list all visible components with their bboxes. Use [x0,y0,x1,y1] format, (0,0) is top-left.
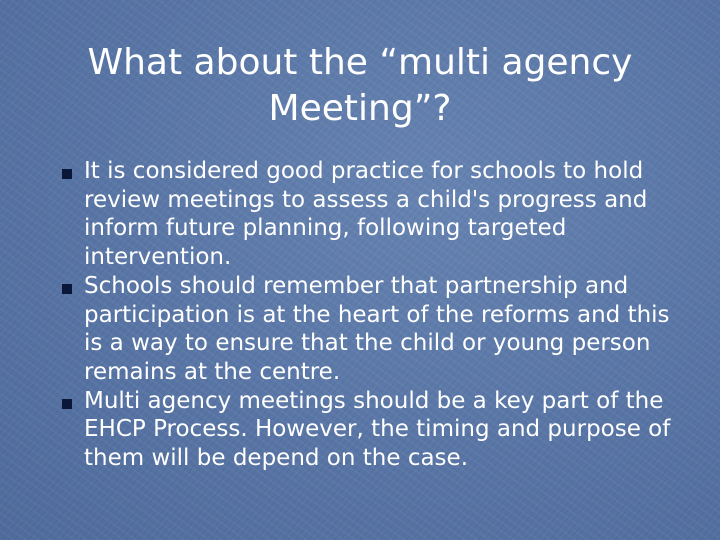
bullet-text: Multi agency meetings should be a key part of the EHCP Process. However, the timing and purpose of them will be depend on the case. [84,387,671,472]
slide-title-line-1: What about the “multi agency [87,42,633,83]
bullet-text: It is considered good practice for schools to hold review meetings to assess a child's progress and inform future planning, following targeted intervention. [84,158,648,271]
bullet-list [62,157,682,473]
bullet-item [62,157,682,272]
bullet-item [62,272,682,387]
square-bullet-icon [62,284,72,294]
bullet-item [62,387,682,473]
square-bullet-icon [62,399,72,409]
bullet-text: Schools should remember that partnership and participation is at the heart of the reforms and this is a way to ensure that the child or young person remains at the centre. [84,272,670,385]
slide-title-line-2: Meeting”? [268,88,452,129]
slide-title [60,40,660,132]
square-bullet-icon [62,169,72,179]
